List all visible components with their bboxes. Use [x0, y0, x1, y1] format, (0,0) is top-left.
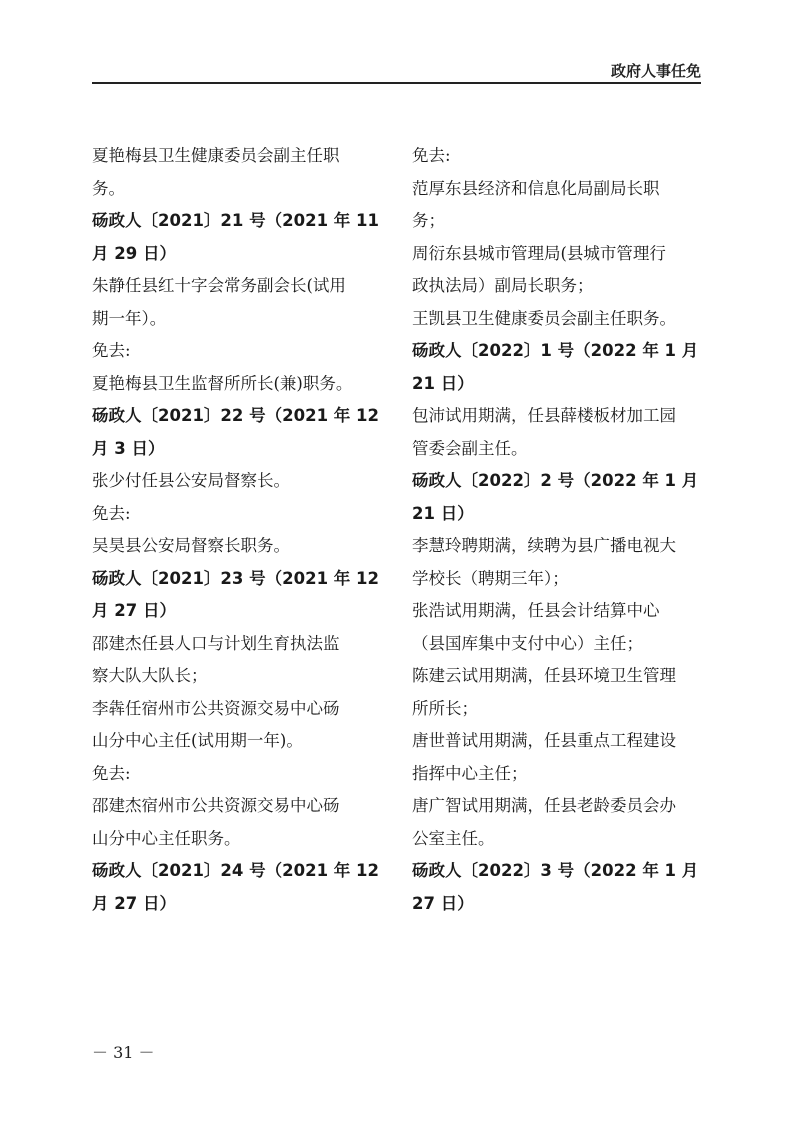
text-line: 免去: — [412, 146, 451, 165]
document-number-line: 月 27 日） — [92, 893, 176, 913]
text-line: 唐广智试用期满，任县老龄委员会办 — [412, 796, 676, 815]
text-line: 张浩试用期满，任县会计结算中心 — [412, 601, 660, 620]
page-number: － 31 － — [92, 1043, 155, 1062]
text-line: 政执法局）副局长职务； — [412, 276, 594, 295]
document-number-line: 砀政人〔2022〕1 号（2022 年 1 月 — [412, 341, 699, 360]
text-line: 务； — [412, 211, 445, 230]
text-line: 周衍东县城市管理局(县城市管理行 — [412, 243, 666, 263]
text-line: 邵建杰任县人口与计划生育执法监 — [92, 633, 340, 653]
text-line: 范厚东县经济和信息化局副局长职 — [412, 178, 660, 198]
document-number-line: 砀政人〔2021〕23 号（2021 年 12 — [92, 568, 380, 588]
document-number-line: 砀政人〔2022〕3 号（2022 年 1 月 — [412, 861, 699, 880]
text-line: 山分中心主任(试用期一年)。 — [92, 731, 303, 750]
text-line: 山分中心主任职务。 — [92, 828, 241, 848]
text-line: 夏艳梅县卫生健康委员会副主任职 — [92, 146, 340, 165]
text-line: 李慧玲聘期满，续聘为县广播电视大 — [412, 536, 676, 555]
running-header-title: 政府人事任免 — [610, 62, 701, 80]
text-line: 朱静任县红十字会常务副会长(试用 — [92, 276, 346, 295]
text-line: 免去: — [92, 763, 131, 783]
text-line: 吴昊县公安局督察长职务。 — [92, 536, 290, 555]
text-line: 管委会副主任。 — [412, 438, 528, 458]
document-number-line: 砀政人〔2022〕2 号（2022 年 1 月 — [412, 471, 699, 490]
document-number-line: 月 27 日） — [92, 601, 176, 620]
text-line: 所所长； — [412, 698, 478, 718]
left-column — [92, 140, 382, 920]
document-number-line: 月 3 日） — [92, 438, 165, 458]
text-line: 夏艳梅县卫生监督所所长(兼)职务。 — [92, 373, 353, 393]
text-line: 指挥中心主任； — [412, 763, 528, 783]
document-number-line: 21 日） — [412, 373, 474, 393]
header-rule — [92, 82, 701, 84]
document-number-line: 砀政人〔2021〕21 号（2021 年 11 — [92, 211, 380, 230]
text-line: 邵建杰宿州市公共资源交易中心砀 — [92, 796, 340, 815]
text-line: 务。 — [92, 178, 125, 198]
document-number-line: 月 29 日） — [92, 243, 176, 263]
text-line: 学校长（聘期三年）； — [412, 568, 569, 588]
text-line: 公室主任。 — [412, 828, 495, 848]
text-line: 包沛试用期满，任县薛楼板材加工园 — [412, 406, 676, 425]
document-number-line: 21 日） — [412, 503, 474, 523]
document-number-line: 砀政人〔2021〕24 号（2021 年 12 — [92, 861, 380, 880]
text-line: 张少付任县公安局督察长。 — [92, 471, 290, 490]
text-line: 李犇任宿州市公共资源交易中心砀 — [92, 698, 340, 718]
text-line: 免去: — [92, 341, 131, 360]
text-line: 免去: — [92, 503, 131, 523]
document-number-line: 砀政人〔2021〕22 号（2021 年 12 — [92, 406, 380, 425]
text-line: 陈建云试用期满，任县环境卫生管理 — [412, 666, 676, 685]
text-line: 王凯县卫生健康委员会副主任职务。 — [412, 308, 676, 328]
right-column — [412, 140, 702, 920]
document-number-line: 27 日） — [412, 893, 474, 913]
text-line: 唐世普试用期满，任县重点工程建设 — [412, 731, 676, 750]
text-line: 察大队大队长； — [92, 666, 208, 685]
text-line: 期一年）。 — [92, 308, 167, 328]
text-line: （县国库集中支付中心）主任； — [412, 633, 643, 653]
